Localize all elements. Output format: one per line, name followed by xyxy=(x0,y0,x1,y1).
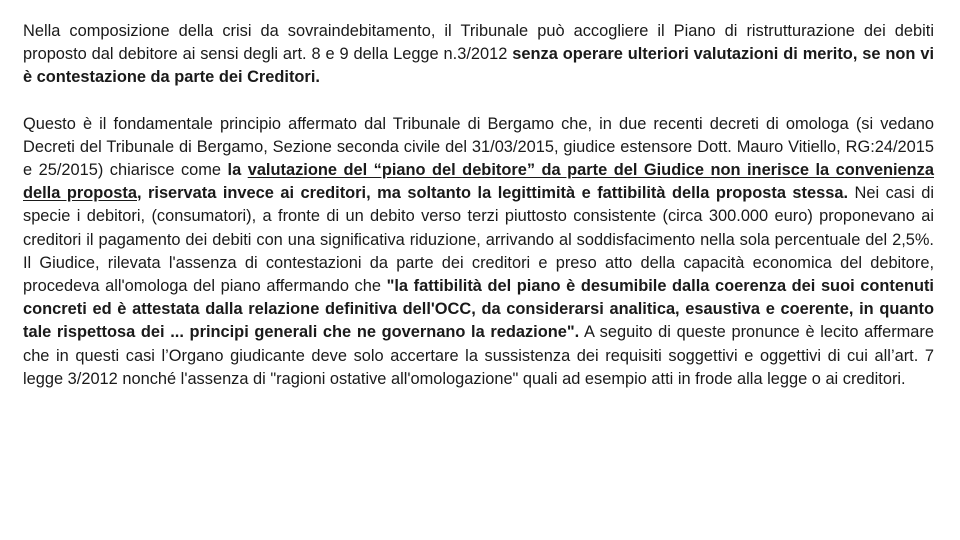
paragraph-principle-bold: senza operare ulteriori valutazioni di merito, se non vi è contestazione da parte dei Creditori. xyxy=(23,45,934,87)
decrees-bold-rest: , riservata invece ai creditori, ma soltanto la legittimità e fattibilità della proposta stessa. xyxy=(136,184,849,203)
decrees-intro: Questo è il fondamentale principio affermato dal Tribunale di Bergamo che, in due recenti decreti di omologa (si vedano Decreti del Tribunale di Bergamo, Sezione seconda civile del 31/03/2015, giudice estensore Dott. Mauro Vitiello, RG:24/2015 e 25/2015) chiarisce come xyxy=(23,114,934,180)
decrees-bold-underlined: valutazione del “piano del debitore” da parte del Giudice non inerisce la convenienza della proposta xyxy=(23,161,934,203)
document-body xyxy=(23,20,934,391)
decrees-quote: "la fattibilità del piano è desumibile dalla coerenza dei suoi contenuti concreti ed è attestata dalla relazione definitiva dell'OCC, da considerarsi analitica, esaustiva e coerente, in quanto tale rispettosa dei ... principi generali che ne governano la redazione". xyxy=(23,277,934,342)
paragraph-principle-text: Nella composizione della crisi da sovraindebitamento, il Tribunale può accogliere il Piano di ristrutturazione dei debiti proposto dal debitore ai sensi degli art. 8 e 9 della Legge n.3/2012 xyxy=(23,22,934,64)
decrees-bold-la: la xyxy=(227,161,248,180)
decrees-middle: Nei casi di specie i debitori, (consumatori), a fronte di un debito verso terzi piuttosto consistente (circa 300.000 euro) proponevano ai creditori il pagamento dei debiti con una significativa riduzione, arrivando al soddisfacimento nella sola percentuale del 2,5%. Il Giudice, rilevata l'assenza di contestazioni da parte dei creditori e preso atto della capacità economica del debitore, procedeva all'omologa del piano affermando che xyxy=(23,184,934,296)
paragraph-bergamo-decrees xyxy=(23,113,934,391)
decrees-ending: A seguito di queste pronunce è lecito affermare che in questi casi l’Organo giudicante deve solo accertare la sussistenza dei requisiti soggettivi e oggettivi di cui all’art. 7 legge 3/2012 nonché l'assenza di "ragioni ostative all'omologazione" quali ad esempio atti in frode alla legge o ai creditori. xyxy=(23,323,934,388)
paragraph-principle xyxy=(23,20,934,90)
